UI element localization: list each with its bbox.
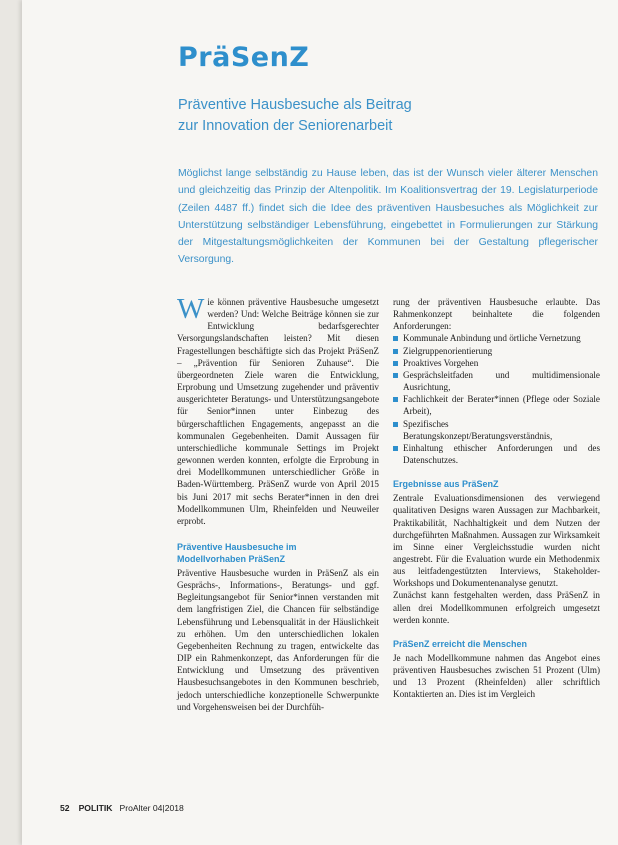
lead-paragraph: Möglichst lange selbständig zu Hause leben, das ist der Wunsch vieler älterer Menschen und gleichzeitig das Prinzip der Altenpolitik. Im Koalitionsvertrag der 19. Legislaturperiode (Zeilen 4487 ff.) findet sich die Idee des präventiven Hausbesuches als Möglichkeit zur Unterstützung selbständiger Lebensführung, eingebettet in Formulierungen zur Stärkung der Mitgestaltungsmöglichkeiten der Kommunen bei der Gestaltung pflegerischer Versorgung. (178, 168, 598, 266)
list-item: Proaktives Vorgehen (393, 357, 600, 369)
drop-cap: W (177, 293, 205, 325)
section-heading-line: Modellvorhaben PräSenZ (177, 553, 286, 564)
requirements-list (393, 332, 600, 466)
list-item: Gesprächsleitfaden und multidimensionale Ausrichtung, (393, 369, 600, 393)
page-number: 52 (60, 803, 70, 813)
section-paragraph: Präventive Hausbesuche wurden in PräSenZ als ein Gesprächs-, Informations-, Beratungs- und ggf. Begleitungsangebot für Senior*innen verstanden mit dem langfristigen Ziel, die Chancen für selbständige Lebensführung und Lebensqualität in der Häuslichkeit zu erhöhen. Um den unterschiedlichen lokalen Gegebenheiten Rechnung zu tragen, entwickelte das DIP ein Rahmenkonzept, das Anforderungen für die Entwicklung und Umsetzung des präventiven Hausbesuchsangebotes in den Kommunen beschrieb, jedoch unterschiedliche konzeptionelle Schwerpunkte und Vorgehensweisen bei der Durchfüh- (177, 567, 379, 712)
subtitle-line: Präventive Hausbesuche als Beitrag (178, 97, 412, 113)
list-item: Kommunale Anbindung und örtliche Vernetzung (393, 332, 600, 344)
section-paragraph: Zentrale Evaluationsdimensionen des verwiegend qualitativen Designs waren Aussagen zur Machbarkeit, Praktikabilität, Nachhaltigkeit und dem Nutzen der durchgeführten Maßnahmen. Aussagen zur Wirksamkeit im Sinne einer Vergleichsstudie wurden nicht angestrebt. Für die Evaluation wurde ein Methodenmix aus leitfadengestützten Interviews, Stakeholder-Workshops und Dokumentenanalyse genutzt. (393, 493, 600, 589)
section-paragraph: Je nach Modellkommune nahmen das Angebot eines präventiven Hausbesuches zwischen 51 Prozent (Ulm) und 13 Prozent (Rheinfelden) aller schriftlich Kontaktierten an. Dies ist im Vergleich (393, 652, 600, 700)
list-item: Spezifisches Beratungskonzept/Beratungsverständnis, (393, 418, 600, 442)
section-heading (177, 541, 379, 565)
list-item: Fachlichkeit der Berater*innen (Pflege oder Soziale Arbeit), (393, 393, 600, 417)
list-item: Zielgruppenorientierung (393, 345, 600, 357)
intro-paragraph (177, 293, 379, 527)
continued-paragraph: rung der präventiven Hausbesuche erlaubte. Das Rahmenkonzept beinhaltete die folgenden Anforderungen: (393, 297, 600, 332)
subtitle-line: zur Innovation der Seniorenarbeit (178, 118, 393, 134)
list-item: Einhaltung ethischer Anforderungen und des Datenschutzes. (393, 442, 600, 466)
intro-text: ie können präventive Hausbesuche umgesetzt werden? Und: Welche Beiträge können sie zur Entwicklung bedarfsgerechter Versorgungslandschaften leisten? Mit diesen Fragestellungen beschäftigte sich das Projekt PräSenZ – „Prävention für Senioren Zuhause“. Die übergeordneten Ziele waren die Entwicklung, Erprobung und Umsetzung zugehender und präventiv ausgerichteter Beratungs- und Unterstützungsangebote für Senior*innen unter Einbezug des bürgerschaftlichen Engagements, angepasst an die kommunalen Gegebenheiten. Damit Aussagen für unterschiedliche kommunale Settings im Projekt gewonnen werden konnten, erfolgte die Erprobung in drei Modellkommunen unterschiedlicher Größe in Baden-Württemberg. PräSenZ wurde von April 2015 bis Juni 2017 mit sechs Berater*innen in den drei Modellkommunen Ulm, Rheinfelden und Neuweiler erprobt. (177, 297, 379, 526)
article-logo: PräSenZ (178, 42, 310, 73)
magazine-page (22, 0, 618, 845)
footer-issue: ProAlter 04|2018 (119, 803, 184, 813)
page-footer (60, 803, 184, 813)
footer-section: POLITIK (78, 803, 113, 813)
section-heading: Ergebnisse aus PräSenZ (393, 479, 499, 490)
left-column (177, 293, 379, 713)
section-heading-line: Präventive Hausbesuche im (177, 541, 297, 552)
right-column (393, 296, 600, 701)
section-heading: PräSenZ erreicht die Menschen (393, 638, 528, 649)
article-subtitle (178, 95, 508, 137)
section-paragraph: Zunächst kann festgehalten werden, dass PräSenZ in allen drei Modellkommunen erfolgreich umgesetzt werden konnte. (393, 590, 600, 625)
